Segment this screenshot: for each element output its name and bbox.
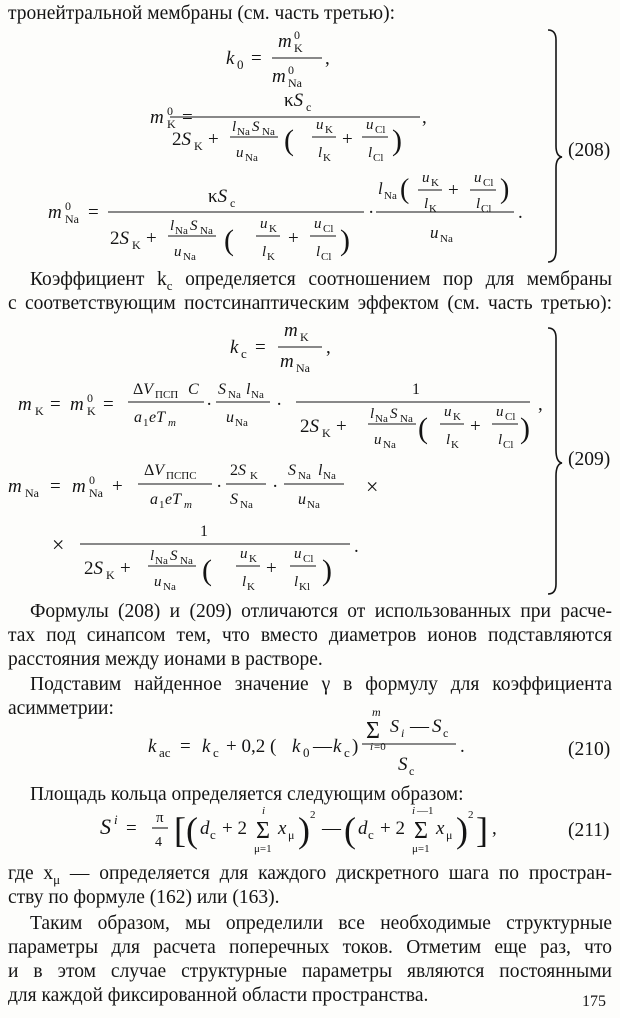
- svg-text:x: x: [436, 818, 445, 839]
- svg-text:1: 1: [159, 499, 165, 511]
- svg-text:Na: Na: [175, 225, 188, 237]
- svg-text:Σ: Σ: [414, 818, 428, 844]
- svg-text:+: +: [470, 416, 481, 437]
- svg-text:,: ,: [492, 818, 497, 839]
- svg-text:·: ·: [272, 476, 279, 497]
- svg-text:K: K: [87, 404, 96, 418]
- svg-text:Na: Na: [155, 555, 168, 567]
- svg-text:K: K: [250, 470, 258, 482]
- svg-text:Na: Na: [183, 251, 196, 263]
- svg-text:Kl: Kl: [299, 581, 310, 593]
- svg-text:l: l: [232, 119, 237, 135]
- svg-text:Cl: Cl: [373, 152, 384, 164]
- svg-text:(: (: [344, 810, 356, 850]
- svg-text:K: K: [249, 553, 257, 565]
- svg-text:u: u: [154, 574, 162, 590]
- svg-text:): ): [322, 554, 332, 587]
- svg-text:m: m: [150, 107, 164, 128]
- svg-text:Na: Na: [245, 152, 258, 164]
- svg-text:ас: ас: [159, 745, 171, 760]
- svg-text:K: K: [267, 251, 275, 263]
- svg-text:u: u: [374, 432, 382, 448]
- svg-text:Cl: Cl: [503, 439, 514, 451]
- svg-text:c: c: [213, 745, 219, 760]
- svg-text:.: .: [460, 736, 465, 757]
- svg-text:c: c: [210, 827, 216, 842]
- svg-text:i: i: [412, 805, 416, 817]
- svg-text:4: 4: [155, 835, 162, 850]
- svg-text:Na: Na: [200, 225, 213, 237]
- svg-text:u: u: [294, 546, 302, 562]
- svg-text:K: K: [325, 124, 333, 136]
- svg-text:): ): [456, 810, 468, 850]
- svg-text:): ): [392, 124, 402, 157]
- svg-text:0: 0: [288, 63, 294, 77]
- svg-text:l: l: [318, 145, 323, 161]
- paragraph-summary-line2: параметры для расчета поперечных токов. Отметим еще раз, что: [8, 937, 612, 958]
- paragraph-gamma-line2: асимметрии:: [8, 698, 114, 719]
- svg-text:l: l: [294, 574, 299, 590]
- svg-text:c: c: [230, 196, 236, 210]
- svg-text:m: m: [48, 202, 62, 223]
- svg-text:d: d: [200, 818, 210, 839]
- svg-text:2S: 2S: [110, 228, 129, 249]
- paragraph-kc-start: Коэффициент k: [30, 269, 167, 290]
- svg-text:u: u: [316, 117, 324, 133]
- svg-text:0: 0: [167, 104, 173, 118]
- svg-text:Na: Na: [375, 413, 388, 425]
- svg-text:Na: Na: [296, 361, 310, 375]
- svg-text:a: a: [134, 409, 142, 426]
- svg-text:S: S: [390, 716, 399, 736]
- svg-text:u: u: [444, 404, 452, 420]
- svg-text:,: ,: [325, 48, 330, 69]
- text-line-top: тронейтральной мембраны (см. часть третью):: [8, 3, 396, 24]
- svg-text:Cl: Cl: [323, 223, 334, 235]
- svg-text:Na: Na: [298, 470, 311, 482]
- svg-text:l: l: [498, 432, 503, 448]
- svg-text:l: l: [446, 432, 451, 448]
- svg-text:=: =: [255, 337, 266, 358]
- svg-text:l: l: [378, 179, 383, 198]
- svg-text:(: (: [400, 174, 410, 205]
- svg-text:+: +: [266, 558, 277, 579]
- svg-text:+: +: [146, 228, 157, 249]
- svg-text:—: —: [313, 736, 332, 757]
- svg-text:2: 2: [468, 809, 474, 821]
- svg-text:c: c: [368, 827, 374, 842]
- svg-text:l: l: [150, 548, 155, 564]
- svg-text:i: i: [262, 805, 266, 817]
- svg-text:l: l: [370, 406, 375, 422]
- svg-text:·: ·: [368, 202, 375, 223]
- kc-subscript: c: [166, 277, 173, 293]
- svg-text:u: u: [226, 409, 234, 426]
- svg-text:ПСП: ПСП: [155, 389, 179, 401]
- svg-text:=: =: [126, 818, 137, 839]
- svg-text:K: K: [167, 117, 176, 131]
- paragraph-gamma-line1: Подставим найденное значение γ в формулу для коэффициента: [30, 674, 612, 695]
- svg-text:m: m: [72, 476, 86, 497]
- svg-text:Cl: Cl: [505, 411, 516, 423]
- svg-text:u: u: [174, 244, 182, 260]
- svg-text:S: S: [390, 406, 398, 422]
- svg-text:S: S: [432, 716, 442, 737]
- svg-text:Na: Na: [235, 417, 248, 429]
- svg-text:2S: 2S: [300, 416, 319, 437]
- svg-text:): ): [520, 412, 530, 445]
- page-number: 175: [582, 993, 606, 1010]
- svg-text:ΔV: ΔV: [133, 381, 154, 398]
- svg-text:m: m: [8, 476, 22, 497]
- svg-text:Cl: Cl: [483, 177, 494, 189]
- svg-text:·: ·: [206, 394, 213, 415]
- svg-text:Cl: Cl: [321, 251, 332, 263]
- svg-text:K: K: [132, 238, 141, 252]
- svg-text:(: (: [418, 412, 428, 445]
- svg-text:Na: Na: [440, 233, 453, 245]
- svg-text:×: ×: [52, 532, 65, 557]
- svg-text:u: u: [496, 404, 504, 420]
- svg-text:K: K: [194, 139, 203, 153]
- svg-text:u: u: [430, 223, 439, 242]
- svg-text:K: K: [106, 568, 115, 582]
- svg-text:1: 1: [200, 523, 208, 540]
- svg-text:Na: Na: [262, 126, 275, 138]
- svg-text:m: m: [272, 66, 286, 87]
- svg-text:2: 2: [310, 809, 316, 821]
- svg-text:+: +: [336, 416, 347, 437]
- svg-text:+: +: [120, 558, 131, 579]
- svg-text:u: u: [298, 491, 306, 508]
- svg-text:l: l: [368, 145, 373, 161]
- svg-text:K: K: [294, 41, 303, 55]
- svg-text:l: l: [170, 218, 175, 234]
- svg-text:=: =: [88, 202, 99, 223]
- svg-text:i: i: [401, 726, 405, 740]
- svg-text:=: =: [251, 48, 262, 69]
- svg-text:]: ]: [476, 810, 488, 850]
- svg-text:Na: Na: [25, 486, 39, 500]
- svg-text:,: ,: [538, 394, 543, 415]
- svg-text:l: l: [424, 196, 429, 212]
- equation-number-211: (211): [568, 820, 610, 841]
- svg-text:0: 0: [303, 745, 310, 760]
- svg-text:—1: —1: [417, 805, 434, 817]
- paragraph-summary-line4: для каждой фиксированной области пространства.: [8, 985, 429, 1006]
- svg-text:=: =: [103, 394, 114, 415]
- xmu-subscript: μ: [53, 871, 61, 887]
- svg-text:Na: Na: [240, 499, 253, 511]
- paragraph-ring-area: Площадь кольца определяется следующим образом:: [30, 784, 464, 805]
- svg-text:π: π: [156, 810, 164, 826]
- svg-text:K: K: [451, 439, 459, 451]
- paragraph-kc-rest: определяется соотношением пор для мембраны: [172, 269, 612, 290]
- svg-text:(: (: [202, 554, 212, 587]
- svg-text:Na: Na: [237, 126, 250, 138]
- svg-text:l: l: [476, 196, 481, 212]
- svg-text:l: l: [316, 244, 321, 260]
- svg-text:1: 1: [412, 381, 420, 398]
- svg-text:+: +: [112, 476, 123, 497]
- svg-text:+ 0,2 (: + 0,2 (: [226, 736, 277, 757]
- svg-text:k: k: [230, 337, 239, 358]
- paragraph-kc-line2: с соответствующим постсинаптическим эффектом (см. часть третью):: [8, 293, 612, 314]
- svg-text:u: u: [474, 170, 482, 186]
- svg-text:eT: eT: [165, 491, 181, 508]
- svg-text:m: m: [284, 320, 298, 341]
- svg-text:Na: Na: [400, 413, 413, 425]
- svg-text:k: k: [226, 48, 235, 69]
- svg-text:d: d: [358, 818, 368, 839]
- svg-text:+: +: [208, 129, 219, 150]
- xmu-rest: — определяется для каждого дискретного шага по простран-: [60, 863, 612, 884]
- svg-text:m: m: [184, 499, 192, 511]
- svg-text:S: S: [100, 814, 111, 839]
- svg-text:κS: κS: [208, 186, 228, 207]
- svg-text:u: u: [240, 546, 248, 562]
- svg-text:+ 2: + 2: [380, 818, 405, 839]
- svg-text:(: (: [224, 224, 234, 257]
- svg-text:×: ×: [366, 474, 379, 499]
- svg-text:Na: Na: [323, 470, 336, 482]
- svg-text:l: l: [262, 244, 267, 260]
- svg-text:K: K: [247, 581, 255, 593]
- svg-text:Na: Na: [384, 190, 397, 202]
- svg-text:): ): [352, 736, 359, 757]
- svg-text:,: ,: [326, 337, 331, 358]
- svg-text:.: .: [354, 536, 359, 557]
- svg-text:μ: μ: [288, 828, 295, 842]
- svg-text:c: c: [306, 100, 312, 114]
- svg-text:k: k: [202, 736, 211, 757]
- svg-text:u: u: [366, 117, 374, 133]
- svg-text:(: (: [284, 124, 294, 157]
- svg-text:K: K: [431, 177, 439, 189]
- svg-text:k: k: [148, 736, 157, 757]
- equation-211: [100, 805, 497, 855]
- svg-text:S: S: [218, 381, 226, 398]
- svg-text:Na: Na: [251, 389, 264, 401]
- equation-number-210: (210): [568, 739, 611, 760]
- svg-text:·: ·: [216, 476, 223, 497]
- svg-text:μ: μ: [446, 828, 453, 842]
- paragraph-summary-line3: и в этом случае структурные параметры являются постоянными: [8, 961, 612, 982]
- svg-text:i: i: [114, 812, 118, 827]
- svg-text:l: l: [318, 462, 323, 479]
- svg-text:Na: Na: [65, 212, 79, 226]
- svg-text:S: S: [230, 491, 238, 508]
- svg-text:l: l: [246, 381, 251, 398]
- svg-text:(: (: [186, 810, 198, 850]
- svg-text:u: u: [314, 216, 322, 232]
- svg-text:Na: Na: [228, 389, 241, 401]
- svg-text:S: S: [288, 462, 296, 479]
- svg-text:k: k: [292, 736, 301, 757]
- svg-text:0: 0: [89, 473, 95, 487]
- svg-text:u: u: [422, 170, 430, 186]
- svg-text:0: 0: [237, 57, 244, 72]
- svg-text:Na: Na: [307, 499, 320, 511]
- paragraph-summary-line1: Таким образом, мы определили все необходимые структурные: [30, 913, 612, 934]
- svg-text:a: a: [150, 491, 158, 508]
- svg-text:eT: eT: [149, 409, 165, 426]
- svg-text:K: K: [269, 223, 277, 235]
- brace-209: [548, 328, 562, 594]
- svg-text:μ=1: μ=1: [412, 843, 430, 855]
- svg-text:S: S: [398, 754, 408, 775]
- svg-text:κS: κS: [284, 90, 304, 111]
- svg-text:): ): [500, 174, 510, 205]
- svg-text:m: m: [280, 351, 294, 372]
- svg-text:+: +: [342, 129, 353, 150]
- svg-text:l: l: [242, 574, 247, 590]
- svg-text:=0: =0: [374, 741, 386, 753]
- svg-text:2S: 2S: [230, 462, 246, 479]
- svg-text:Σ: Σ: [256, 818, 270, 844]
- equation-number-208: (208): [568, 140, 611, 161]
- svg-text:m: m: [372, 705, 381, 719]
- svg-text:.: .: [518, 202, 523, 223]
- svg-text:Na: Na: [89, 486, 103, 500]
- svg-text:K: K: [300, 330, 309, 344]
- svg-text:=: =: [50, 476, 61, 497]
- svg-text:0: 0: [294, 28, 300, 42]
- paragraph-formulas-line2: тах под синапсом тем, что вместо диаметров ионов подставляются: [8, 625, 612, 646]
- svg-text:K: K: [429, 203, 437, 215]
- svg-text:): ): [298, 810, 310, 850]
- svg-text:Cl: Cl: [481, 203, 492, 215]
- svg-text:ΔV: ΔV: [144, 462, 165, 479]
- paragraph-xmu-line2: ству по формуле (162) или (163).: [8, 887, 280, 908]
- brace-208: [548, 30, 562, 262]
- xmu-prefix: где x: [8, 863, 54, 884]
- svg-text:1: 1: [143, 417, 149, 429]
- svg-text:[: [: [174, 810, 186, 850]
- svg-text:x: x: [278, 818, 287, 839]
- svg-text:i: i: [370, 741, 374, 753]
- svg-text:m: m: [70, 394, 84, 415]
- svg-text:Σ: Σ: [366, 718, 380, 744]
- equation-210: [148, 705, 465, 778]
- svg-text:μ=1: μ=1: [254, 843, 272, 855]
- svg-text:Na: Na: [163, 581, 176, 593]
- equation-209: [8, 320, 562, 594]
- svg-text:S: S: [190, 218, 198, 234]
- paragraph-formulas-line3: расстояния между ионами в растворе.: [8, 649, 323, 670]
- svg-text:—: —: [410, 716, 429, 737]
- svg-text:c: c: [241, 346, 247, 361]
- svg-text:Cl: Cl: [303, 553, 314, 565]
- svg-text:Cl: Cl: [375, 124, 386, 136]
- svg-text:,: ,: [422, 107, 427, 128]
- svg-text:u: u: [260, 216, 268, 232]
- svg-text:Na: Na: [288, 76, 302, 90]
- svg-text:K: K: [322, 426, 331, 440]
- svg-text:u: u: [236, 145, 244, 161]
- svg-text:C: C: [188, 381, 199, 398]
- svg-text:=: =: [180, 736, 191, 757]
- svg-text:=: =: [182, 107, 193, 128]
- svg-text:0: 0: [65, 199, 71, 213]
- svg-text:K: K: [323, 152, 331, 164]
- svg-text:m: m: [278, 31, 292, 52]
- svg-text:K: K: [453, 411, 461, 423]
- equation-number-209: (209): [568, 449, 611, 470]
- equation-208: [48, 28, 562, 263]
- svg-text:Na: Na: [383, 439, 396, 451]
- svg-text:+ 2: + 2: [222, 818, 247, 839]
- svg-text:·: ·: [276, 394, 283, 415]
- svg-text:Na: Na: [180, 555, 193, 567]
- svg-text:m: m: [18, 394, 32, 415]
- svg-text:k: k: [333, 736, 342, 757]
- svg-text:ПСПС: ПСПС: [166, 470, 197, 482]
- svg-text:): ): [340, 224, 350, 257]
- svg-text:c: c: [344, 745, 350, 760]
- svg-text:S: S: [170, 548, 178, 564]
- svg-text:—: —: [322, 818, 341, 839]
- svg-text:+: +: [448, 180, 459, 201]
- svg-text:0: 0: [87, 391, 93, 405]
- svg-text:2S: 2S: [84, 558, 103, 579]
- paragraph-formulas-line1: Формулы (208) и (209) отличаются от использованных при расче-: [30, 601, 612, 622]
- svg-text:c: c: [443, 726, 449, 740]
- svg-text:m: m: [168, 417, 176, 429]
- svg-text:=: =: [50, 394, 61, 415]
- svg-text:+: +: [288, 228, 299, 249]
- svg-text:c: c: [409, 764, 415, 778]
- svg-text:2S: 2S: [172, 129, 191, 150]
- svg-text:K: K: [35, 404, 44, 418]
- svg-text:S: S: [252, 119, 260, 135]
